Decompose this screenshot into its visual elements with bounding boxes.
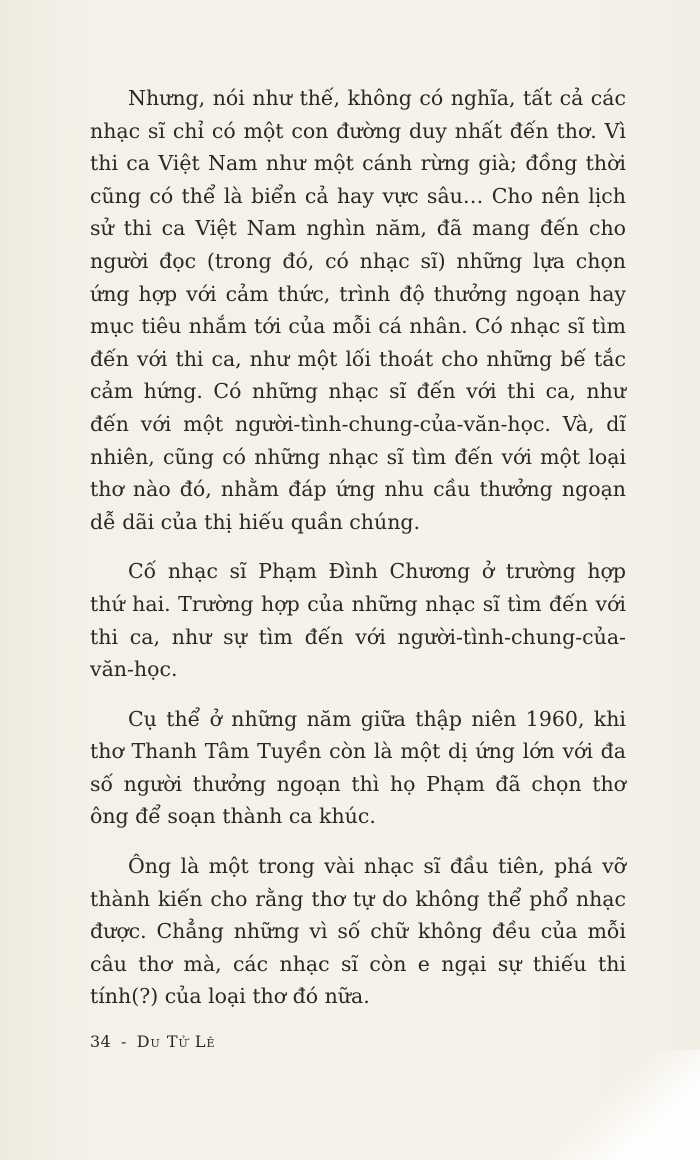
paragraph-1: Nhưng, nói như thế, không có nghĩa, tất cả các nhạc sĩ chỉ có một con đường duy nhất đến thơ. Vì thi ca Việt Nam như một cánh rừng già; đồng thời cũng có thể là biển cả hay vực sâu… Cho nên lịch sử thi ca Việt Nam nghìn năm, đã mang đến cho người đọc (trong đó, có nhạc sĩ) những lựa chọn ứng hợp với cảm thức, trình độ thưởng ngoạn hay mục tiêu nhắm tới của mỗi cá nhân. Có nhạc sĩ tìm đến với thi ca, như một lối thoát cho những bế tắc cảm hứng. Có những nhạc sĩ đến với thi ca, như đến với một người-tình-chung-của-văn-học. Và, dĩ nhiên, cũng có những nhạc sĩ tìm đến với một loại thơ nào đó, nhằm đáp ứng nhu cầu thưởng ngoạn dễ dãi của thị hiếu quần chúng. — [90, 86, 626, 534]
body-text — [90, 82, 626, 1013]
page-number: 34 — [90, 1032, 111, 1051]
paragraph-4: Ông là một trong vài nhạc sĩ đầu tiên, phá vỡ thành kiến cho rằng thơ tự do không thể phổ nhạc được. Chẳng những vì số chữ không đều của mỗi câu thơ mà, các nhạc sĩ còn e ngại sự thiếu thi tính(?) của loại thơ đó nữa. — [90, 854, 626, 1009]
page-footer — [90, 1032, 216, 1051]
paragraph-2: Cố nhạc sĩ Phạm Đình Chương ở trường hợp thứ hai. Trường hợp của những nhạc sĩ tìm đến với thi ca, như sự tìm đến với người-tình-chung-của-văn-học. — [90, 559, 626, 682]
footer-separator: - — [120, 1032, 127, 1051]
corner-highlight — [540, 1050, 700, 1160]
running-author: Du Tử Lê — [136, 1032, 216, 1051]
paragraph-3: Cụ thể ở những năm giữa thập niên 1960, khi thơ Thanh Tâm Tuyền còn là một dị ứng lớn với đa số người thưởng ngoạn thì họ Phạm đã chọn thơ ông để soạn thành ca khúc. — [90, 706, 626, 829]
